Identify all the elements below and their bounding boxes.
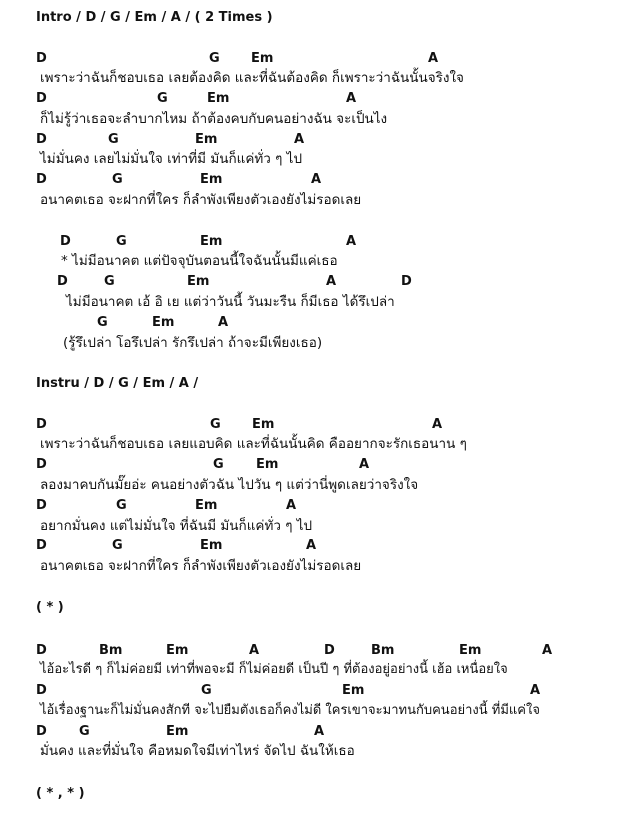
- chord: D: [36, 172, 47, 187]
- chord-row: [0, 683, 620, 703]
- intro-heading: Intro / D / G / Em / A / ( 2 Times ): [36, 10, 273, 25]
- chord: D: [324, 643, 335, 658]
- chord-row: [0, 643, 620, 663]
- chord: D: [401, 274, 412, 289]
- lyric-row: [0, 517, 620, 537]
- chord: A: [306, 538, 317, 553]
- lyric-row: [0, 293, 620, 313]
- lyric-row: [0, 742, 620, 762]
- chord: Bm: [99, 643, 123, 658]
- chord: G: [213, 457, 224, 472]
- chord: A: [359, 457, 370, 472]
- chord: G: [112, 172, 123, 187]
- chord: D: [36, 132, 47, 147]
- lyric-row: [0, 435, 620, 455]
- chord-row: [0, 538, 620, 558]
- lyric: * ไม่มีอนาคต แต่ปัจจุบันตอนนี้ใจฉันนั้นมีแค่เธอ: [61, 253, 338, 269]
- lyric-row: [0, 334, 620, 354]
- lyric: ไม่มีอนาคต เอ้ อิ เย แต่ว่าวันนี้ วันมะรืน ก็มีเธอ ได้รึเปล่า: [66, 294, 395, 310]
- chord-row: [0, 91, 620, 111]
- lyric: เพราะว่าฉันก็ชอบเธอ เลยแอบคิด และที่ฉันนั้นคิด คืออยากจะรักเธอนาน ๆ: [40, 436, 467, 452]
- lyric: เพราะว่าฉันก็ชอบเธอ เลยต้องคิด และที่ฉันต้องคิด ก็เพราะว่าฉันนั้นจริงใจ: [40, 70, 464, 86]
- instru-line: [0, 376, 620, 396]
- repeat-label: ( * ): [36, 600, 64, 615]
- chord: D: [36, 683, 47, 698]
- lyric-row: [0, 110, 620, 130]
- chord: A: [530, 683, 541, 698]
- chord: Em: [195, 132, 218, 147]
- chord: G: [209, 51, 220, 66]
- lyric: ลองมาคบกันมั๊ยอ่ะ คนอย่างตัวฉัน ไปวัน ๆ แต่ว่านี่พูดเลยว่าจริงใจ: [40, 477, 419, 493]
- chord: G: [79, 724, 90, 739]
- chord: D: [36, 643, 47, 658]
- chord: G: [210, 417, 221, 432]
- lyric-row: [0, 557, 620, 577]
- chord: A: [249, 643, 260, 658]
- chord: Em: [459, 643, 482, 658]
- chord: A: [432, 417, 443, 432]
- chord: D: [36, 724, 47, 739]
- chord-row: [0, 234, 620, 254]
- instru-heading: Instru / D / G / Em / A /: [36, 376, 199, 391]
- lyric-row: [0, 476, 620, 496]
- chord: A: [314, 724, 325, 739]
- lyric: ไม่มั่นคง เลยไม่มั่นใจ เท่าที่มี มันก็แค่ทั่ว ๆ ไป: [40, 151, 303, 167]
- chord: G: [116, 234, 127, 249]
- lyric-row: [0, 191, 620, 211]
- chord-row: [0, 132, 620, 152]
- chord: A: [294, 132, 305, 147]
- lyric: อยากมั่นคง แต่ไม่มั่นใจ ที่ฉันมี มันก็แค่ทั่ว ๆ ไป: [40, 518, 313, 534]
- chord: Em: [200, 538, 223, 553]
- chord: Em: [200, 234, 223, 249]
- chord: Em: [166, 724, 189, 739]
- chord: G: [157, 91, 168, 106]
- lyric: ไอ้เรื่องฐานะก็ไม่มั่นคงสักที จะไปยืมตังเธอก็คงไม่ดี ใครเขาจะมาทนกับคนอย่างนี้ ที่มีแค่ใจ: [40, 703, 540, 718]
- chord: G: [108, 132, 119, 147]
- chord: D: [60, 234, 71, 249]
- chord: Em: [207, 91, 230, 106]
- chord-row: [0, 315, 620, 335]
- lyric: ก็ไม่รู้ว่าเธอจะลำบากไหม ถ้าต้องคบกับคนอย่างฉัน จะเป็นไง: [40, 111, 388, 127]
- chord: D: [36, 417, 47, 432]
- repeat-label: ( * , * ): [36, 786, 85, 801]
- chord: Em: [200, 172, 223, 187]
- lyric-row: [0, 150, 620, 170]
- chord: A: [286, 498, 297, 513]
- chord: G: [112, 538, 123, 553]
- lyric: อนาคตเธอ จะฝากที่ใคร ก็ลำพังเพียงตัวเองยังไม่รอดเลย: [40, 558, 362, 574]
- chord: Em: [187, 274, 210, 289]
- chord-row: [0, 724, 620, 744]
- chord: A: [346, 91, 357, 106]
- chord: G: [201, 683, 212, 698]
- chord-row: [0, 417, 620, 437]
- chord: D: [57, 274, 68, 289]
- chord: A: [218, 315, 229, 330]
- chord: A: [542, 643, 553, 658]
- chord: A: [311, 172, 322, 187]
- chord: D: [36, 457, 47, 472]
- lyric: ไอ้อะไรดี ๆ ก็ไม่ค่อยมี เท่าที่พอจะมี ก็ไม่ค่อยดี เป็นปี ๆ ที่ต้องอยู่อย่างนี้ เฮ้อ เหนื่อยใจ: [40, 662, 508, 677]
- chord: Bm: [371, 643, 395, 658]
- chord-row: [0, 172, 620, 192]
- chord: G: [104, 274, 115, 289]
- chord-row: [0, 51, 620, 71]
- chord: Em: [152, 315, 175, 330]
- chord: D: [36, 498, 47, 513]
- intro-line: [0, 10, 620, 30]
- chord: A: [326, 274, 337, 289]
- lyric: มั่นคง และที่มั่นใจ คือหมดใจมีเท่าไหร่ จัดไป ฉันให้เธอ: [40, 743, 355, 759]
- lyric: อนาคตเธอ จะฝากที่ใคร ก็ลำพังเพียงตัวเองยังไม่รอดเลย: [40, 192, 362, 208]
- chord: Em: [256, 457, 279, 472]
- chord-row: [0, 274, 620, 294]
- chord: G: [116, 498, 127, 513]
- chord-row: [0, 457, 620, 477]
- chord: D: [36, 51, 47, 66]
- chord: A: [346, 234, 357, 249]
- chord: Em: [195, 498, 218, 513]
- chord: A: [428, 51, 439, 66]
- chord: G: [97, 315, 108, 330]
- repeat-chorus-twice-marker: [0, 786, 620, 806]
- lyric-row: [0, 69, 620, 89]
- chord: D: [36, 538, 47, 553]
- lyric: (รู้รึเปล่า โอรึเปล่า รักรึเปล่า ถ้าจะมีเพียงเธอ): [63, 335, 323, 351]
- repeat-chorus-marker: [0, 600, 620, 620]
- chord: Em: [166, 643, 189, 658]
- lyric-row: [0, 252, 620, 272]
- chord: Em: [342, 683, 365, 698]
- chord: Em: [252, 417, 275, 432]
- chord-row: [0, 498, 620, 518]
- chord: D: [36, 91, 47, 106]
- lyric-row: [0, 702, 620, 722]
- chord: Em: [251, 51, 274, 66]
- lyric-row: [0, 661, 620, 681]
